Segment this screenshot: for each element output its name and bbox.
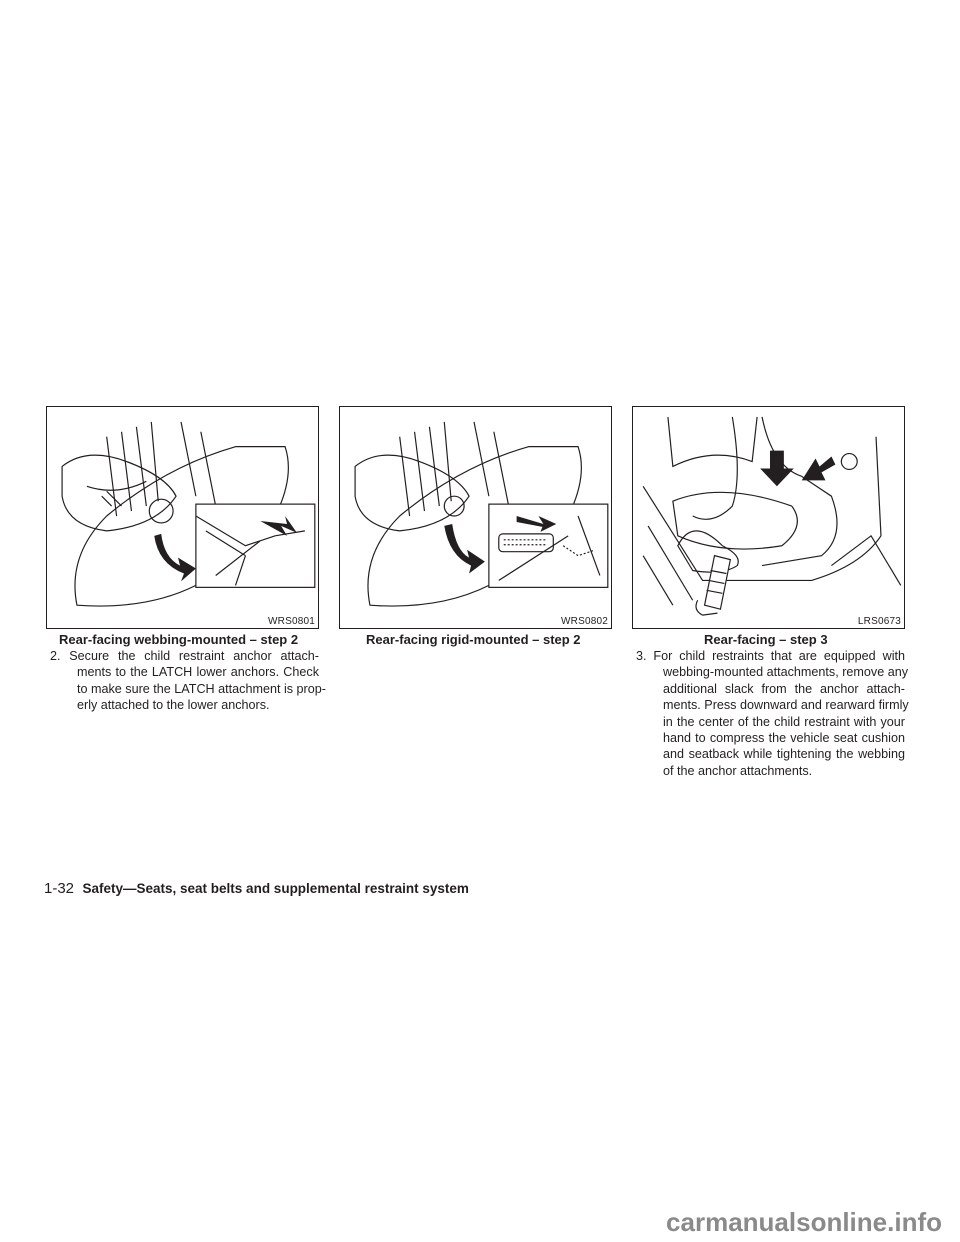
figure-caption: Rear-facing – step 3: [704, 632, 828, 647]
figure-code: LRS0673: [857, 616, 901, 627]
text-line: ments. Press downward and rearward firmly: [663, 698, 909, 713]
page-footer: [44, 880, 469, 898]
diagonal-arrow-icon: [802, 457, 836, 481]
text-line: additional slack from the anchor attach-: [663, 681, 905, 696]
curved-arrow-icon: [444, 524, 485, 574]
illustration-webbing-mounted: [47, 407, 318, 628]
curved-arrow-icon: [154, 534, 196, 582]
step-2-text: [50, 648, 326, 714]
text-line: ments to the LATCH lower anchors. Check: [77, 665, 319, 680]
text-line: of the anchor attachments.: [663, 763, 813, 778]
figure-caption: Rear-facing rigid-mounted – step 2: [366, 632, 581, 647]
page-number: 1-32: [44, 880, 75, 897]
figure-caption: Rear-facing webbing-mounted – step 2: [59, 632, 299, 647]
illustration-rigid-mounted: [340, 407, 611, 628]
illustration-step3: [633, 407, 904, 628]
section-title: Safety—Seats, seat belts and supplemental restraint system: [82, 881, 469, 896]
figure-code: WRS0801: [268, 616, 315, 627]
watermark: carmanualsonline.info: [666, 1207, 942, 1237]
down-arrow-icon: [760, 451, 794, 487]
text-line: erly attached to the lower anchors.: [77, 698, 270, 713]
text-line: hand to compress the vehicle seat cushion: [663, 731, 905, 746]
text-line: in the center of the child restraint with your: [663, 714, 905, 729]
text-line: 3. For child restraints that are equipped with: [636, 649, 905, 663]
text-line: 2. Secure the child restraint anchor attach-: [50, 649, 319, 663]
text-line: webbing-mounted attachments, remove any: [663, 665, 909, 680]
text-line: and seatback while tightening the webbing: [663, 747, 905, 762]
figure-webbing-mounted: [46, 406, 319, 629]
figure-code: WRS0802: [561, 616, 608, 627]
figure-rigid-mounted: [339, 406, 612, 629]
step-3-text: [636, 648, 909, 779]
text-line: to make sure the LATCH attachment is prop-: [77, 681, 326, 696]
figure-step3: [632, 406, 905, 629]
